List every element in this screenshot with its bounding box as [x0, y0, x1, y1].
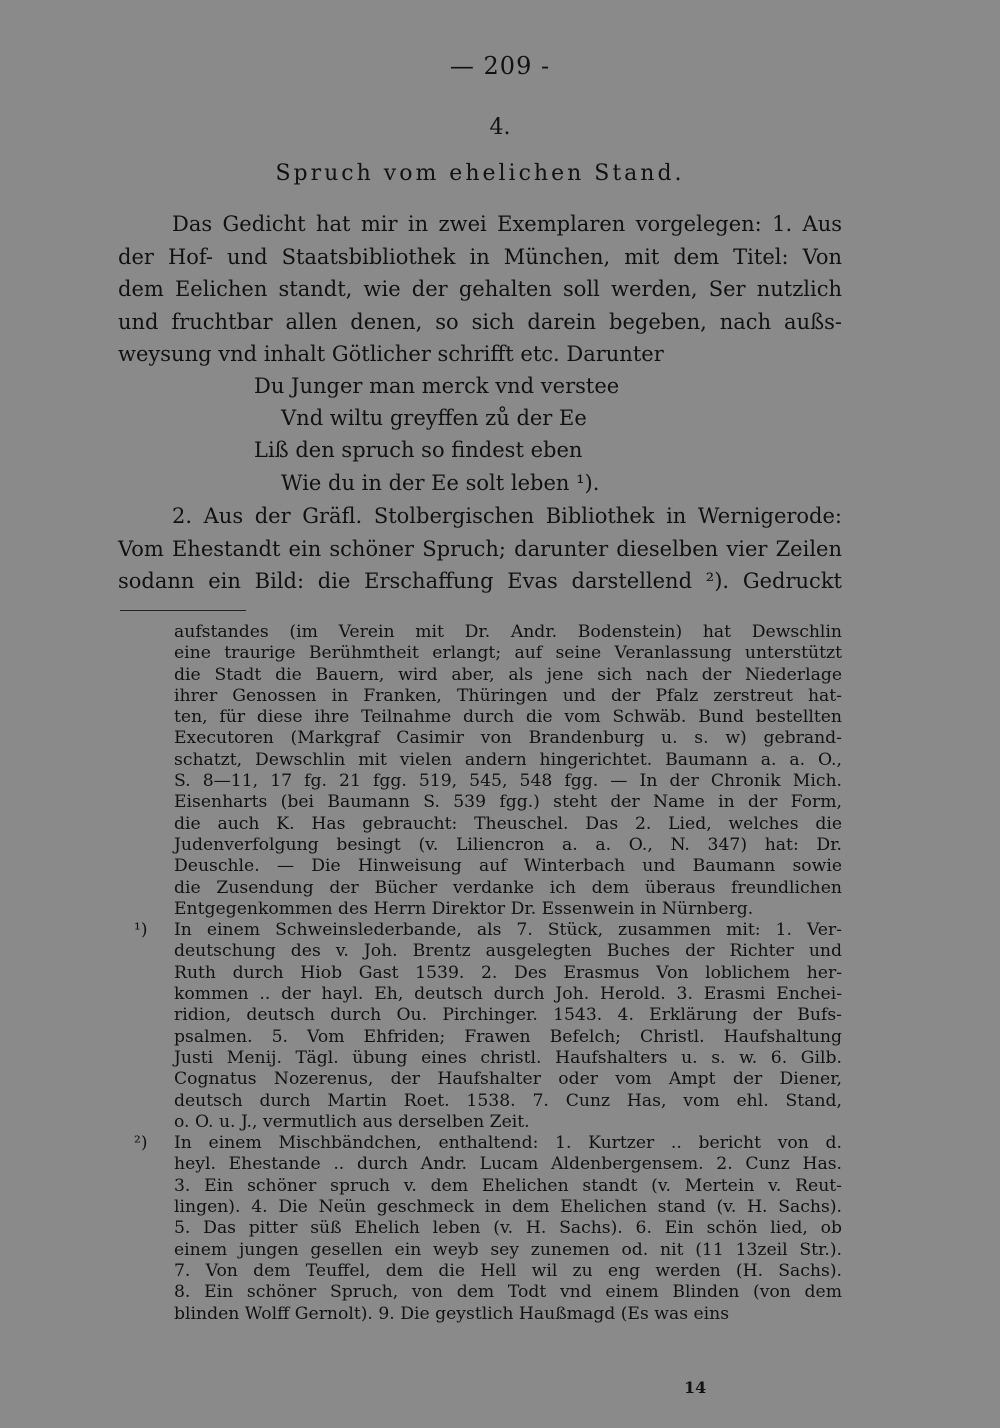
paragraph-1	[118, 208, 842, 371]
page-number: — 209 -	[449, 52, 551, 80]
footnote-line: Entgegenkommen des Herrn Direktor Dr. Essenwein in Nürnberg.	[174, 898, 754, 919]
footnote-line: Ruth durch Hiob Gast 1539. 2. Des Erasmus Von loblichem her-	[174, 962, 842, 983]
footnote-line: Justi Menij. Tägl. übung eines christl. Haufshalters u. s. w. 6. Gilb.	[174, 1047, 842, 1068]
footnote-1	[134, 920, 842, 1133]
footnote-line: kommen .. der hayl. Eh, deutsch durch Joh. Herold. 3. Erasmi Enchei-	[174, 984, 842, 1005]
footnote-line: Deuschle. — Die Hinweisung auf Winterbach und Baumann sowie	[174, 856, 842, 877]
paragraph-line: 2. Aus der Gräfl. Stolbergischen Bibliothek in Wernigerode:	[172, 504, 842, 528]
footnote-continuation	[174, 622, 842, 920]
footnote-line: Eisenharts (bei Baumann S. 539 fgg.) steht der Name in der Form,	[174, 792, 842, 813]
verse-line: Wie du in der Ee solt leben ¹).	[281, 471, 600, 495]
footnote-line: eine traurige Berühmtheit erlangt; auf seine Veranlassung unterstützt	[174, 643, 842, 664]
verse-line: Vnd wiltu greyffen zů der Ee	[281, 406, 587, 430]
footnote-rule	[120, 610, 246, 611]
footnote-2	[134, 1133, 842, 1325]
verse-line: Du Junger man merck vnd verstee	[254, 374, 620, 398]
footnote-line: Cognatus Nozerenus, der Haufshalter oder vom Ampt der Diener,	[174, 1069, 842, 1090]
paragraph-line: sodann ein Bild: die Erschaffung Evas darstellend ²). Gedruckt	[118, 569, 842, 593]
footnote-line: lingen). 4. Die Neün geschmeck in dem Ehelichen stand (v. H. Sachs).	[174, 1197, 842, 1218]
footnote-line: ²) In einem Mischbändchen, enthaltend: 1. Kurtzer .. bericht von d.	[134, 1133, 842, 1154]
footnote-line: deutschung des v. Joh. Brentz ausgelegten Buches der Richter und	[174, 941, 842, 962]
footnote-line: deutsch durch Martin Roet. 1538. 7. Cunz Has, vom ehl. Stand,	[174, 1090, 842, 1111]
section-title: Spruch vom ehelichen Stand.	[275, 161, 685, 186]
footnote-line: ¹) In einem Schweinslederbande, als 7. Stück, zusammen mit: 1. Ver-	[134, 920, 842, 941]
footnote-line: Executoren (Markgraf Casimir von Brandenburg u. s. w) gebrand-	[174, 728, 842, 749]
footnote-line: 7. Von dem Teuffel, dem die Hell wil zu eng werden (H. Sachs).	[174, 1260, 842, 1281]
paragraph-line: dem Eelichen standt, wie der gehalten soll werden, Ser nutzlich	[118, 277, 842, 301]
footnote-line: die Zusendung der Bücher verdanke ich dem überaus freundlichen	[174, 877, 842, 898]
footnote-line: die auch K. Has gebraucht: Theuschel. Das 2. Lied, welches die	[174, 813, 842, 834]
paragraph-line: und fruchtbar allen denen, so sich darein begeben, nach außs-	[118, 309, 842, 334]
footnote-line: heyl. Ehestande .. durch Andr. Lucam Aldenbergensem. 2. Cunz Has.	[174, 1154, 842, 1175]
footnote-line: psalmen. 5. Vom Ehfriden; Frawen Befelch; Christl. Haufshaltung	[174, 1026, 842, 1047]
footnotes	[134, 622, 842, 1325]
footnote-line: o. O. u. J., vermutlich aus derselben Zeit.	[174, 1111, 530, 1132]
footnote-line: die Stadt die Bauern, wird aber, als jene sich nach der Niederlage	[174, 664, 842, 685]
printer-signature: 14	[684, 1378, 707, 1397]
paragraph-line: weysung vnd inhalt Götlicher schrifft etc. Darunter	[118, 342, 664, 366]
footnote-marker: ²)	[134, 1133, 148, 1154]
footnote-line: S. 8—11, 17 fg. 21 fgg. 519, 545, 548 fgg. — In der Chronik Mich.	[174, 771, 842, 792]
footnote-line: 5. Das pitter süß Ehelich leben (v. H. Sachs). 6. Ein schön lied, ob	[174, 1218, 842, 1239]
footnote-line: 3. Ein schöner spruch v. dem Ehelichen standt (v. Mertein v. Reut-	[174, 1175, 842, 1196]
footnote-line: ihrer Genossen in Franken, Thüringen und der Pfalz zerstreut hat-	[174, 685, 842, 706]
footnote-line: ridion, deutsch durch Ou. Pirchinger. 1543. 4. Erklärung der Bufs-	[174, 1005, 842, 1026]
paragraph-line: Vom Ehestandt ein schöner Spruch; darunter dieselben vier Zeilen	[118, 536, 842, 561]
section-number: 4.	[489, 115, 511, 140]
paragraph-line: der Hof- und Staatsbibliothek in München, mit dem Titel: Von	[118, 244, 842, 269]
footnote-line: aufstandes (im Verein mit Dr. Andr. Bodenstein) hat Dewschlin	[174, 622, 842, 642]
footnote-line: schatzt, Dewschlin mit vielen andern hingerichtet. Baumann a. a. O.,	[174, 749, 842, 770]
footnote-line: einem jungen gesellen ein weyb sey zunemen od. nit (11 13zeil Str.).	[174, 1239, 842, 1260]
paragraph-2	[118, 500, 842, 598]
footnote-line: 8. Ein schöner Spruch, von dem Todt vnd einem Blinden (von dem	[174, 1282, 842, 1303]
footnote-line: ten, für diese ihre Teilnahme durch die vom Schwäb. Bund bestellten	[174, 707, 842, 728]
footnote-line: Judenverfolgung besingt (v. Liliencron a. a. O., N. 347) hat: Dr.	[174, 834, 842, 855]
verse-line: Liß den spruch so findest eben	[254, 438, 583, 462]
footnote-marker: ¹)	[134, 920, 148, 941]
paragraph-line: Das Gedicht hat mir in zwei Exemplaren vorgelegen: 1. Aus	[172, 212, 842, 236]
footnote-line: blinden Wolff Gernolt). 9. Die geystlich Haußmagd (Es was eins	[174, 1303, 730, 1324]
